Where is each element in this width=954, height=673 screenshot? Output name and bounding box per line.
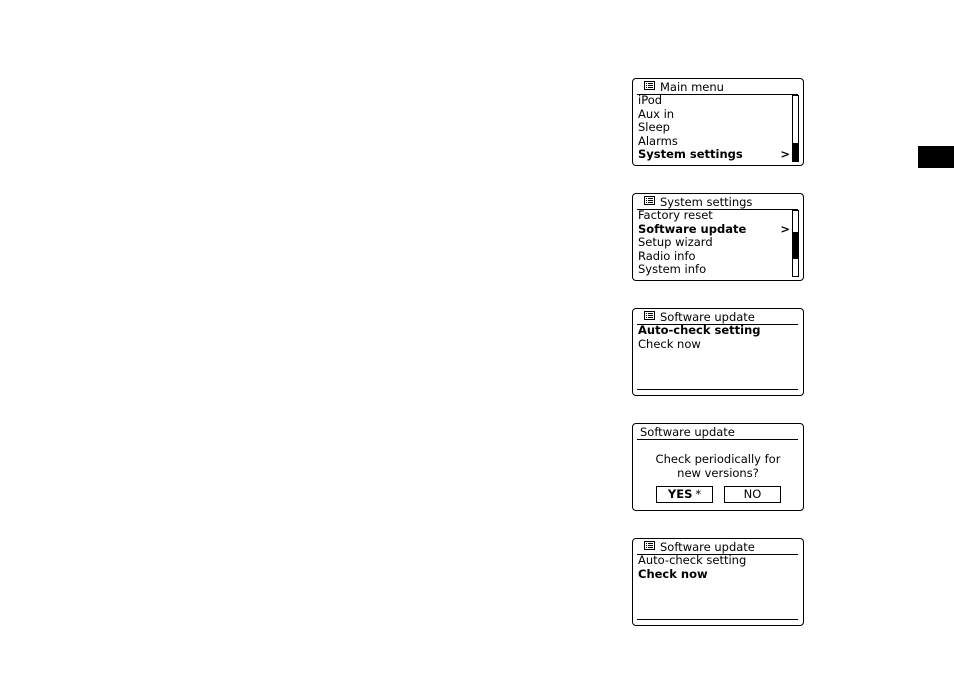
- menu-item-alarms[interactable]: Alarms: [638, 133, 678, 148]
- menu-item-auto-check-setting[interactable]: Auto-check setting: [638, 323, 761, 337]
- dialog-message-line: new versions?: [677, 466, 759, 480]
- footer-divider: [637, 619, 798, 620]
- menu-item-setup-wizard[interactable]: Setup wizard: [638, 235, 713, 250]
- asterisk-icon: *: [695, 487, 702, 501]
- software-update-screen-check-now: [632, 538, 804, 626]
- menu-list-icon: [644, 81, 655, 90]
- menu-item-aux-in[interactable]: Aux in: [638, 106, 675, 121]
- scrollbar[interactable]: [792, 210, 799, 277]
- header-title: Software update: [660, 540, 755, 554]
- dialog-title: Software update: [637, 425, 798, 440]
- menu-item-ipod[interactable]: iPod: [638, 93, 663, 107]
- software-update-screen: [632, 308, 804, 396]
- yes-label: YES: [667, 487, 693, 501]
- menu-item-software-update[interactable]: Software update >: [638, 221, 790, 236]
- menu-item-factory-reset[interactable]: Factory reset: [638, 208, 713, 222]
- menu-item-system-info[interactable]: System info: [638, 262, 707, 277]
- menu-list-icon: [644, 196, 655, 205]
- auto-check-dialog-screen: [632, 423, 804, 511]
- scroll-thumb[interactable]: [793, 143, 798, 161]
- main-menu-screen: [632, 78, 804, 166]
- chevron-right-icon: >: [780, 221, 790, 236]
- dialog-message-line: Check periodically for: [655, 452, 781, 466]
- header-title: Main menu: [660, 80, 724, 94]
- scroll-thumb[interactable]: [793, 232, 798, 259]
- menu-item-check-now[interactable]: Check now: [638, 336, 701, 351]
- menu-item-radio-info[interactable]: Radio info: [638, 248, 696, 263]
- header-title: Software update: [660, 310, 755, 324]
- menu-list: [638, 93, 790, 162]
- menu-item-auto-check-setting[interactable]: Auto-check setting: [638, 553, 747, 567]
- dialog-message: [633, 452, 803, 480]
- menu-item-check-now[interactable]: Check now: [638, 566, 708, 581]
- chevron-right-icon: >: [780, 147, 790, 162]
- no-button[interactable]: NO: [724, 486, 781, 503]
- menu-list: [638, 324, 787, 351]
- menu-list-icon: [644, 311, 655, 320]
- menu-item-system-settings[interactable]: System settings >: [638, 147, 790, 162]
- yes-button[interactable]: [656, 486, 713, 503]
- menu-list: [638, 208, 790, 277]
- footer-divider: [637, 389, 798, 390]
- header-title: System settings: [660, 195, 753, 209]
- menu-item-sleep[interactable]: Sleep: [638, 120, 670, 135]
- menu-list-icon: [644, 541, 655, 550]
- section-tab-marker: [918, 146, 954, 168]
- menu-list: [638, 554, 787, 581]
- system-settings-screen: [632, 193, 804, 281]
- scrollbar[interactable]: [792, 95, 799, 162]
